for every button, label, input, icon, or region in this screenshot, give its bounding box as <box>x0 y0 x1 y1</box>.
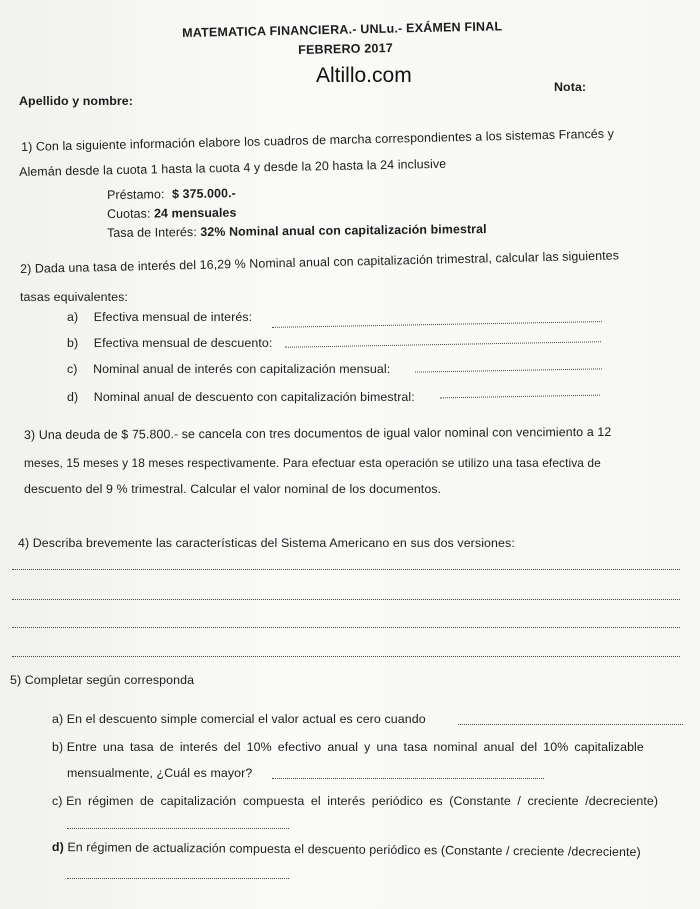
q1-loan-label: Préstamo: <box>107 187 165 202</box>
q2-item-d <box>67 390 415 404</box>
q2-item-c <box>67 362 390 376</box>
q4-text: 4) Describa brevemente las características del Sistema Americano en sus dos versiones: <box>18 536 515 550</box>
q5-item-c <box>52 794 658 808</box>
answer-line[interactable] <box>440 395 600 399</box>
q3-line1: 3) Una deuda de $ 75.800.- se cancela con tres documentos de igual valor nominal con vencimiento a 12 <box>24 424 612 442</box>
answer-line[interactable] <box>67 878 289 879</box>
q1-rate-label: Tasa de Interés: <box>107 225 197 240</box>
q2-item-text: Efectiva mensual de descuento: <box>93 336 273 350</box>
q1-loan-value: $ 375.000.- <box>171 186 236 202</box>
answer-line[interactable] <box>272 778 544 779</box>
name-label: Apellido y nombre: <box>19 94 134 108</box>
q5-item-b <box>52 740 644 754</box>
q5-item-letter: a) <box>52 712 64 726</box>
answer-line[interactable] <box>415 368 602 372</box>
answer-line[interactable] <box>458 724 683 725</box>
exam-title: MATEMATICA FINANCIERA.- UNLu.- EXÁMEN FINAL <box>182 19 503 40</box>
q2-item-a <box>67 310 252 324</box>
answer-line[interactable] <box>67 828 289 829</box>
q5-item-letter: d) <box>51 840 64 855</box>
q1-rate <box>107 222 487 240</box>
q1-installments-value: 24 mensuales <box>153 205 237 221</box>
q1-installments <box>107 206 237 221</box>
q2-text-line1: 2) Dada una tasa de interés del 16,29 % Nominal anual con capitalización trimestral, calcular las siguientes <box>20 248 620 276</box>
q2-item-b <box>67 336 272 350</box>
q2-item-letter: c) <box>67 362 78 376</box>
q1-text-line2: Alemán desde la cuota 1 hasta la cuota 4 y desde la 20 hasta la 24 inclusive <box>19 156 447 179</box>
watermark: Altillo.com <box>316 64 412 87</box>
q1-rate-value: 32% Nominal anual con capitalización bimestral <box>200 222 487 240</box>
q3-line2: meses, 15 meses y 18 meses respectivamente. Para efectuar esta operación se utilizo una tasa efectiva de <box>24 456 601 470</box>
exam-date: FEBRERO 2017 <box>298 41 394 57</box>
q5-item-b-line2: mensualmente, ¿Cuál es mayor? <box>67 766 253 780</box>
q1-text-line1: 1) Con la siguiente información elabore los cuadros de marcha correspondientes a los sistemas Francés y <box>21 126 615 154</box>
q5-item-a <box>52 712 426 726</box>
q2-item-text: Efectiva mensual de interés: <box>93 310 253 324</box>
answer-line[interactable] <box>12 569 680 570</box>
q5-item-text: En régimen de actualización compuesta el descuento periódico es (Constante / creciente /decreciente) <box>67 840 641 860</box>
answer-line[interactable] <box>12 656 680 657</box>
q3-line3: descuento del 9 % trimestral. Calcular el valor nominal de los documentos. <box>24 482 442 496</box>
q2-text-line2: tasas equivalentes: <box>20 290 128 304</box>
q5-item-text: Entre una tasa de interés del 10% efectivo anual y una tasa nominal anual del 10% capitalizable <box>66 740 644 754</box>
q2-item-letter: d) <box>67 390 79 404</box>
answer-line[interactable] <box>285 341 601 348</box>
q5-item-text: En régimen de capitalización compuesta el interés periódico es (Constante / creciente /decreciente) <box>66 794 659 808</box>
answer-line[interactable] <box>12 627 680 628</box>
q1-loan <box>107 186 236 202</box>
q2-item-letter: b) <box>67 336 79 350</box>
q5-item-letter: b) <box>52 740 64 754</box>
q5-item-d <box>52 840 641 859</box>
q2-item-text: Nominal anual de descuento con capitalización bimestral: <box>93 390 415 404</box>
q5-item-letter: c) <box>52 794 63 808</box>
q2-item-text: Nominal anual de interés con capitalización mensual: <box>93 362 391 376</box>
q2-item-letter: a) <box>67 310 79 324</box>
q5-text: 5) Completar según corresponda <box>10 673 195 687</box>
grade-label: Nota: <box>554 80 587 94</box>
q5-item-text: En el descuento simple comercial el valor actual es cero cuando <box>66 712 426 726</box>
q1-installments-label: Cuotas: <box>107 206 151 221</box>
answer-line[interactable] <box>272 321 602 328</box>
answer-line[interactable] <box>12 599 680 600</box>
